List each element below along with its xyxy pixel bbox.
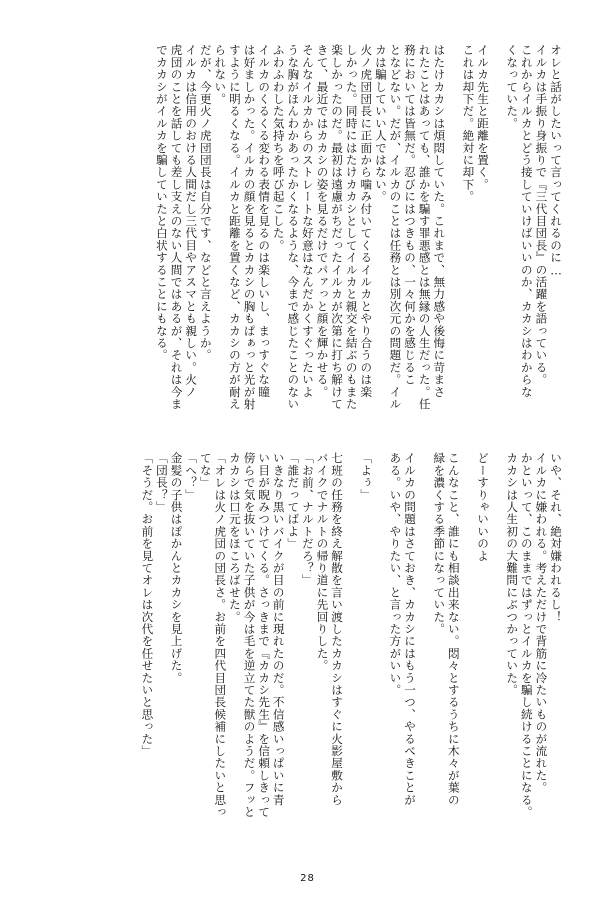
text-line: [344, 452, 359, 837]
text-line: 楽しかったのだ。最初は遠慮がちだったイルカが次第に打ち解けて: [330, 44, 345, 410]
text-line: くなっていた。: [505, 44, 520, 130]
text-line: 「オレは火ノ虎団の団長さ。お前を四代目団長候補にしたいと思っ: [213, 452, 228, 818]
text-line: カは騙していい人ではない。: [373, 44, 388, 203]
text-line: [446, 44, 461, 382]
text-line: どーすりゃいいのよ: [476, 452, 491, 562]
text-line: しかった。同時にはたけカカシとしてイルカと親交を結ぶのもまた: [344, 44, 359, 410]
text-line: 七班の任務を終え解散を言い渡したカカシはすぐに火影屋敷から: [330, 452, 345, 806]
text-line: られない。: [213, 44, 228, 105]
text-line: 火ノ虎団団長に正面から噛み付いてくるイルカとやり合うのは楽: [359, 44, 374, 398]
text-line: はたけカカシは煩悶していた。これまで、無力感や後悔に苛まさ: [432, 44, 447, 398]
text-line: いや、それ、絶対嫌われるし！: [549, 452, 563, 623]
text-line: うな胸がほんわかあったかくなるような、今まで感じたことのない: [286, 44, 301, 410]
text-line: ふわふわした気持ちを呼び起こした。: [271, 44, 286, 252]
text-line: 務においては皆無だ。忍びにはつきもの、一々何かを感じるこ: [403, 44, 418, 386]
text-line: イルカの問題はさておき、カカシにはもう一つ、やるべきことが: [403, 452, 418, 806]
text-line: だが、今更火ノ虎団団長は自分です、などと言えようか。: [198, 44, 213, 362]
text-line: [417, 452, 432, 837]
text-line: イルカ先生と距離を置く。: [476, 44, 491, 191]
text-line: となどない。だが、イルカのことは任務とは別次元の問題だ。イル: [388, 44, 403, 410]
lower-text-block: [140, 452, 563, 837]
text-line: オレと話がしたいって言ってくれるのに…: [549, 44, 563, 279]
text-line: 「誰だってばよ」: [286, 452, 301, 550]
text-line: 虎団のことを話しても差し支えのない人間ではあるが、それは今ま: [169, 44, 184, 410]
text-line: 「へ？」: [184, 452, 199, 501]
page-number: 28: [300, 873, 315, 884]
text-line: でカカシがイルカを騙していたと白状することにもなる。: [154, 44, 169, 362]
text-line: こんなこと、誰にも相談出来ない。悶々とするうちに木々が葉の: [446, 452, 461, 806]
text-line: イルカに嫌われる。考えただけで背筋に冷たいものが流れた。: [534, 452, 549, 794]
text-line: カカシは人生初の大難問にぶつかっていた。: [505, 452, 520, 696]
text-line: イルカは手振り身振りで『三代目団長』の活躍を語っている。: [534, 44, 549, 386]
text-line: イルカは信用のおける人間だし三代目やアスマとも親しい。火ノ: [184, 44, 199, 398]
text-line: [490, 452, 505, 837]
text-line: [373, 452, 388, 837]
text-line: 「お前、ナルトだろ？」: [300, 452, 315, 587]
text-line: [461, 452, 476, 837]
upper-text-block: [154, 44, 563, 410]
text-line: い目が睨みつけてくる。さっきまで『カカシ先生』を信頼しきって: [257, 452, 272, 818]
text-line: 傍らで気を抜いていた子供が今は毛を逆立てた獣のようだ。フッと: [242, 452, 257, 818]
text-line: 緑を濃くする季節になっていた。: [432, 452, 447, 635]
text-line: てな」: [198, 452, 213, 489]
text-line: きて、最近ではカカシの姿を見るだけでパァっと顔を輝かせる。: [315, 44, 330, 398]
text-line: いきなり黒いバイクが目の前に現れたのだ。不信感いっぱいに青: [271, 452, 286, 806]
text-line: カカシは口元をほころばせた。: [227, 452, 242, 623]
text-line: れたことはあっても、誰かを騙す罪悪感とは無縁の人生だった。任: [417, 44, 432, 410]
text-line: 金髪の子供はぽかんとカカシを見上げた。: [169, 452, 184, 684]
text-line: すように明るくなる。イルカと距離を置くなど、カカシの方が耐え: [227, 44, 242, 410]
text-line: そんなイルカからのストレートな好意はなんだかくすぐったいよ: [300, 44, 315, 398]
text-line: は好ましかった。イルカの顔を見るとカカシの胸もぱぁっと光が射: [242, 44, 257, 410]
text-line: イルカのくるくる変わる表情を見るのは楽しいし、まっすぐな瞳: [257, 44, 272, 398]
text-line: 「そうだ。お前を見てオレは次代を任せたいと思った」: [140, 452, 155, 757]
text-line: バイクでナルトの帰り道に先回りした。: [315, 452, 330, 672]
text-line: [490, 44, 505, 382]
text-line: これからイルカとどう接していけばいいのか、カカシはわからな: [519, 44, 534, 398]
text-line: ある。いや、やりたい、と言った方がいい。: [388, 452, 403, 696]
text-line: かといって、このままではずっとイルカを騙し続けることになる。: [519, 452, 534, 818]
text-line: これは却下だ。絶対に却下。: [461, 44, 476, 203]
text-line: 「よぅ」: [359, 452, 374, 501]
text-line: 「団長？」: [154, 452, 169, 513]
